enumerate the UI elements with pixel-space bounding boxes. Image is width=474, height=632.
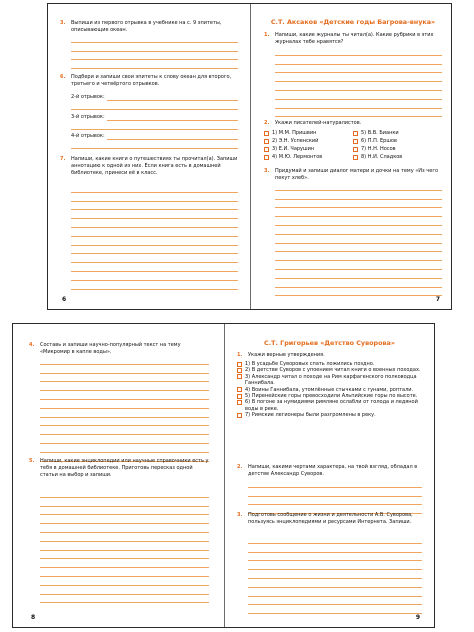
option-checkbox[interactable] (237, 399, 422, 412)
spine-divider (224, 324, 225, 627)
task-number: 1. (237, 352, 243, 358)
option-checkbox[interactable] (353, 154, 442, 161)
page-8 (29, 324, 209, 627)
task-number: 4. (29, 342, 35, 348)
p6-task-7 (60, 156, 238, 177)
checkbox[interactable] (237, 362, 242, 367)
p9-task-2-answer-lines[interactable] (248, 479, 422, 514)
p9-task-2 (237, 464, 422, 478)
option-checkbox[interactable] (264, 130, 353, 137)
option-label: 7) Н.Н. Носов (361, 145, 396, 152)
option-label: 2) Э.Н. Успенский (272, 137, 319, 144)
fragment-4-field[interactable] (71, 133, 238, 140)
checkbox[interactable] (353, 147, 358, 152)
p6-task-6 (60, 74, 238, 88)
task-text: Составь и запиши научно-популярный текст на тему «Микромир в капле воды». (40, 342, 181, 355)
checkbox[interactable] (237, 368, 242, 373)
writers-options (264, 129, 442, 161)
checkbox[interactable] (353, 155, 358, 160)
task-text: Напиши, какие журналы ты читал(а). Какие рубрики в этих журналах тебе нравятся? (275, 32, 434, 45)
checkbox[interactable] (237, 400, 242, 405)
spread-pages-8-9 (12, 323, 435, 628)
p7-task-1-answer-lines[interactable] (275, 47, 442, 117)
fragment-4-lines[interactable] (71, 140, 238, 149)
p9-task-1 (237, 352, 422, 359)
task-text: Напиши, какие книги о путешествиях ты прочитал(а). Запиши аннотацию к одной из них. Если книга есть в домашней библиотеке, принеси её в класс. (71, 156, 238, 176)
p7-task-2 (264, 120, 442, 127)
checkbox[interactable] (237, 374, 242, 379)
task-text: Подготовь сообщение о жизни и деятельности А.В. Суворова, пользуясь энциклопедиями и ресурсами Интернета. Запиши. (248, 512, 413, 525)
page-number: 8 (31, 614, 36, 621)
task-number: 5. (29, 458, 35, 464)
task-text: Укажи верные утверждения. (248, 352, 325, 358)
fragment-label: 3-й отрывок: (71, 114, 105, 120)
p9-task-3 (237, 512, 422, 526)
checkbox[interactable] (237, 394, 242, 399)
option-checkbox[interactable] (264, 154, 353, 161)
page-6 (60, 4, 238, 309)
p6-task-3-answer-lines[interactable] (71, 34, 238, 69)
option-checkbox[interactable] (353, 146, 442, 153)
page-7 (264, 4, 442, 309)
page-9 (237, 324, 422, 627)
page-number: 6 (62, 296, 67, 303)
fragment-3-field[interactable] (71, 114, 238, 121)
p8-task-4 (29, 342, 209, 356)
task-text: Укажи писателей-натуралистов. (275, 120, 362, 126)
checkbox[interactable] (264, 147, 269, 152)
p8-task-5-answer-lines[interactable] (40, 489, 209, 603)
option-label: 2) В детстве Суворов с упоением читал книги о военных походах. (245, 367, 421, 374)
checkbox[interactable] (264, 155, 269, 160)
task-number: 7. (60, 156, 66, 162)
fragment-2-field[interactable] (71, 94, 238, 101)
spread-pages-6-7 (47, 3, 452, 310)
p7-task-3 (264, 168, 442, 182)
task-text: Выпиши из первого отрывка в учебнике на с. 9 эпитеты, описывающие океан. (71, 20, 222, 33)
fragment-2-lines[interactable] (71, 101, 238, 110)
task-text: Напиши, какими чертами характера, на твой взгляд, обладал в детстве Александр Суворов. (248, 464, 418, 477)
option-label: 5) Пиренейские горы превосходили Альпийские горы по высоте. (245, 393, 418, 400)
checkbox[interactable] (237, 387, 242, 392)
task-number: 2. (237, 464, 243, 470)
checkbox[interactable] (353, 131, 358, 136)
option-label: 6) П.П. Ершов (361, 137, 397, 144)
option-checkbox[interactable] (264, 146, 353, 153)
task-text: Придумай и запиши диалог матери и дочки на тему «Из чего пекут хлеб». (275, 168, 439, 181)
option-label: 3) Александр читал о походе на Рим карфагенского полководца Ганнибала. (245, 373, 417, 387)
checkbox[interactable] (353, 139, 358, 144)
option-label: 4) Воины Ганнибала, утомлённые стычками с гунами, роптали. (245, 386, 414, 393)
p7-task-3-answer-lines[interactable] (275, 182, 442, 296)
option-label: 5) В.В. Бианки (361, 129, 399, 136)
statements-options (237, 361, 422, 419)
checkbox[interactable] (237, 413, 242, 418)
fragment-label: 2-й отрывок: (71, 94, 105, 100)
task-text: Подбери и запиши свои эпитеты к слову океан для второго, третьего и четвёртого отрывков. (71, 74, 232, 87)
fragment-3-lines[interactable] (71, 121, 238, 130)
option-label: 3) Е.И. Чарушин (272, 145, 315, 152)
option-checkbox[interactable] (237, 412, 422, 418)
page-number: 7 (435, 296, 440, 303)
task-number: 2. (264, 120, 270, 126)
option-checkbox[interactable] (237, 374, 422, 387)
option-label: 8) Н.И. Сладков (361, 153, 403, 160)
p7-task-1 (264, 32, 442, 46)
task-number: 3. (60, 20, 66, 26)
checkbox[interactable] (264, 139, 269, 144)
fragment-label: 4-й отрывок: (71, 133, 105, 139)
p9-task-3-answer-lines[interactable] (248, 535, 422, 614)
option-checkbox[interactable] (353, 130, 442, 137)
option-label: 1) М.М. Пришвин (272, 129, 317, 136)
p8-task-5 (29, 458, 209, 479)
p6-task-7-answer-lines[interactable] (71, 184, 238, 290)
option-checkbox[interactable] (353, 138, 442, 145)
page-number: 9 (415, 614, 420, 621)
spine-divider (250, 4, 251, 309)
option-label: 1) В усадьбе Суворовых спать ложились поздно. (245, 361, 375, 367)
task-number: 3. (237, 512, 243, 518)
option-checkbox[interactable] (264, 138, 353, 145)
option-label: 4) М.Ю. Лермонтов (272, 153, 323, 160)
p8-task-4-answer-lines[interactable] (40, 356, 209, 462)
p6-task-3 (60, 20, 238, 34)
option-label: 7) Римские легионеры были разгромлены в реку. (245, 412, 376, 419)
section-title: С.Т. Аксаков «Детские годы Багрова-внука» (270, 18, 436, 26)
task-number: 3. (264, 168, 270, 174)
task-text: Напиши, какие энциклопедии или научные справочники есть у тебя в домашней библиотеке. Приготовь пересказ одной статьи на выбор и запиши. (40, 458, 209, 478)
task-number: 1. (264, 32, 270, 38)
checkbox[interactable] (264, 131, 269, 136)
task-number: 6. (60, 74, 66, 80)
option-label: 6) В погоне за нумидиями римляне ослабли от голода и ледяной воды в реке. (245, 399, 418, 412)
section-title: С.Т. Григорьев «Детство Суворова» (264, 339, 395, 347)
